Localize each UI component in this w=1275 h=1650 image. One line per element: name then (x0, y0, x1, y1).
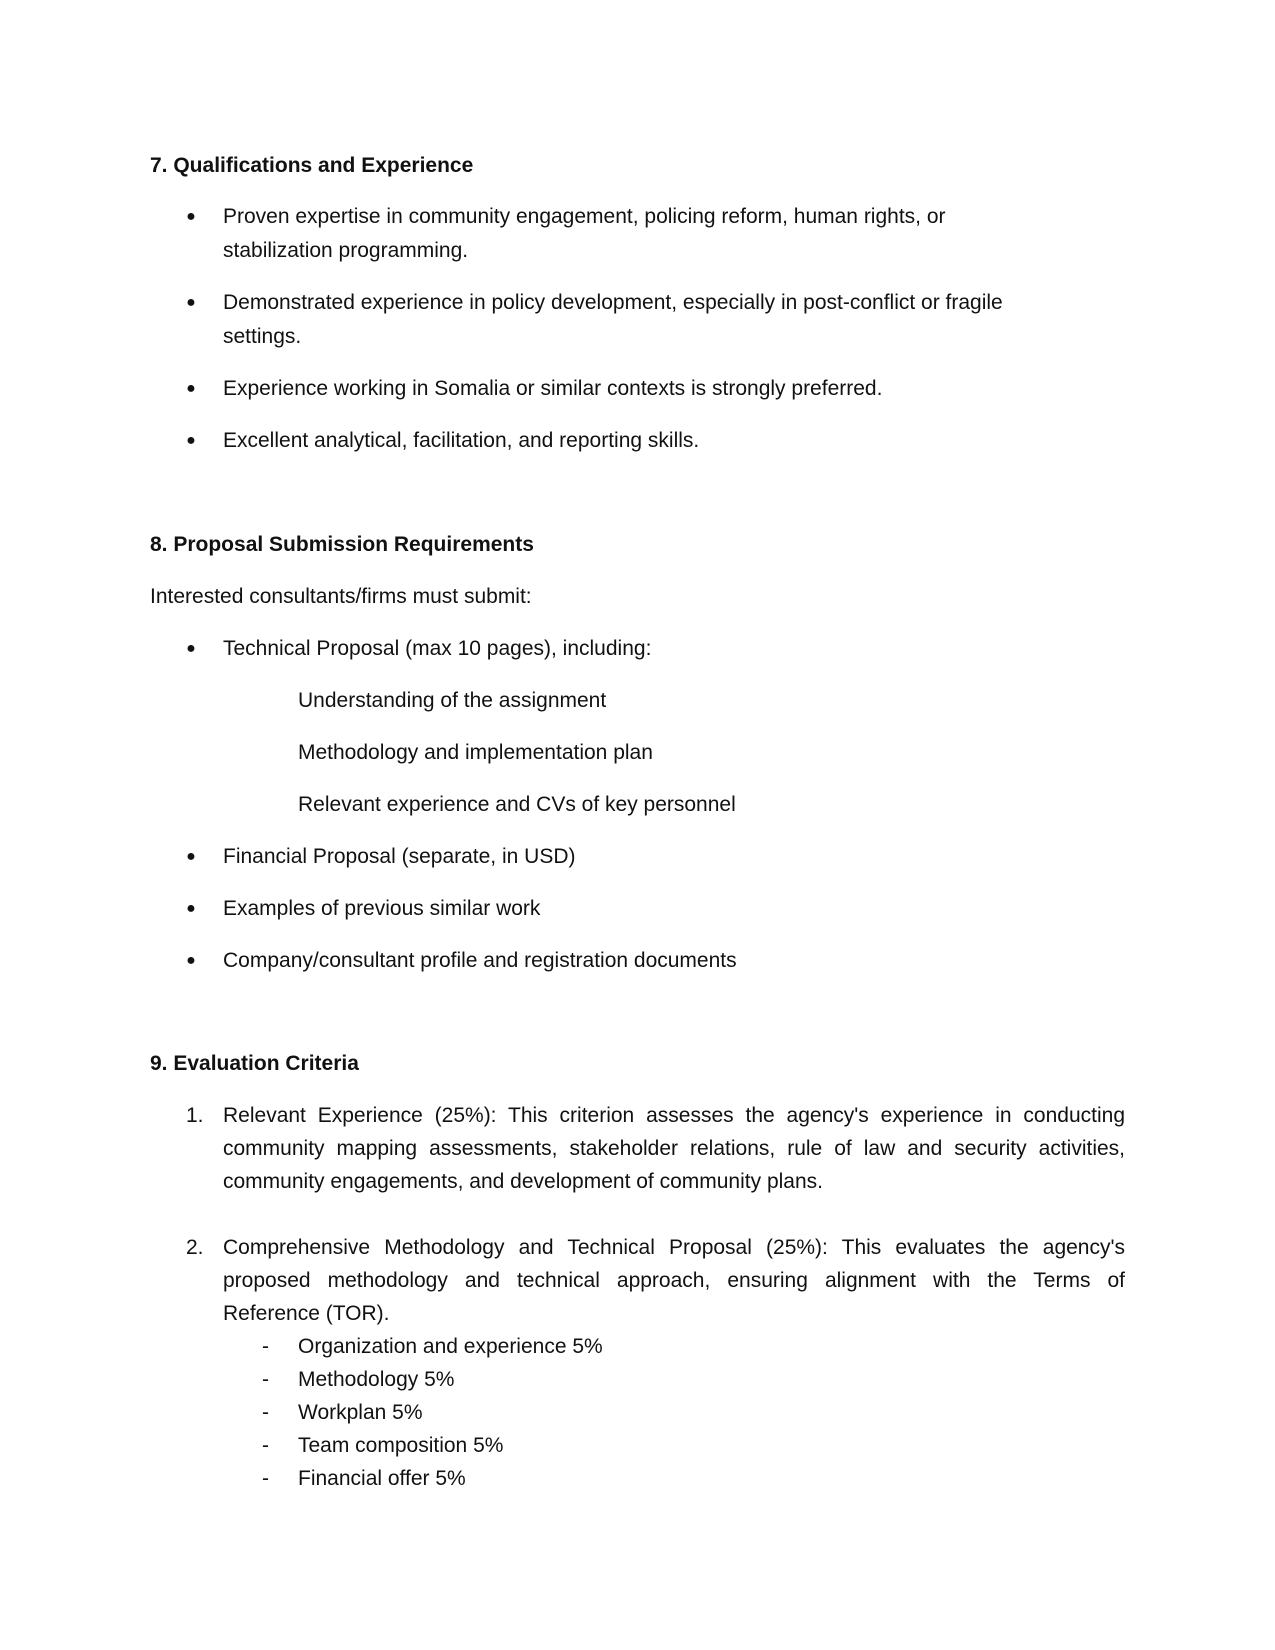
bullet-icon: ● (186, 432, 196, 449)
list-item-continuation: settings. (223, 325, 302, 348)
sub-list-item: Relevant experience and CVs of key personnel (298, 793, 736, 816)
bullet-icon: ● (186, 952, 196, 969)
list-item: Experience working in Somalia or similar contexts is strongly preferred. (223, 377, 883, 400)
section-intro: Interested consultants/firms must submit: (150, 585, 532, 608)
criterion-line: community engagements, and development of community plans. (223, 1170, 823, 1193)
section-heading-qualifications: 7. Qualifications and Experience (150, 154, 474, 177)
sub-list-item: Understanding of the assignment (298, 689, 607, 712)
section-heading-evaluation-criteria: 9. Evaluation Criteria (150, 1052, 359, 1075)
list-number: 2. (186, 1236, 204, 1259)
sub-list-item: Financial offer 5% (298, 1467, 466, 1490)
bullet-icon: ● (186, 900, 196, 917)
sub-list-item: Team composition 5% (298, 1434, 504, 1457)
bullet-icon: ● (186, 208, 196, 225)
bullet-icon: ● (186, 848, 196, 865)
list-item: Excellent analytical, facilitation, and reporting skills. (223, 429, 700, 452)
list-item: Technical Proposal (max 10 pages), including: (223, 637, 652, 660)
sub-list-item: Organization and experience 5% (298, 1335, 603, 1358)
bullet-icon: ● (186, 294, 196, 311)
dash-icon: - (262, 1467, 269, 1490)
sub-list-item: Methodology 5% (298, 1368, 455, 1391)
list-item: Company/consultant profile and registration documents (223, 949, 737, 972)
criterion-line: proposed methodology and technical approach, ensuring alignment with the Terms of (223, 1269, 1125, 1292)
dash-icon: - (262, 1434, 269, 1457)
list-item: Proven expertise in community engagement, policing reform, human rights, or (223, 205, 946, 228)
criterion-line: Comprehensive Methodology and Technical Proposal (25%): This evaluates the agency's (223, 1236, 1125, 1259)
bullet-icon: ● (186, 380, 196, 397)
list-item-continuation: stabilization programming. (223, 239, 469, 262)
criterion-paragraph (223, 1099, 1125, 1198)
criterion-paragraph (223, 1231, 1125, 1330)
sub-list-item: Methodology and implementation plan (298, 741, 653, 764)
list-item: Examples of previous similar work (223, 897, 541, 920)
sub-list-item: Workplan 5% (298, 1401, 423, 1424)
criterion-line: Reference (TOR). (223, 1302, 390, 1325)
criterion-line: community mapping assessments, stakeholder relations, rule of law and security activities, (223, 1137, 1125, 1160)
list-item: Demonstrated experience in policy development, especially in post-conflict or fragile (223, 291, 1003, 314)
section-heading-proposal-submission: 8. Proposal Submission Requirements (150, 533, 534, 556)
list-item: Financial Proposal (separate, in USD) (223, 845, 576, 868)
dash-icon: - (262, 1335, 269, 1358)
list-number: 1. (186, 1104, 204, 1127)
dash-icon: - (262, 1368, 269, 1391)
criterion-line: Relevant Experience (25%): This criterion assesses the agency's experience in conducting (223, 1104, 1125, 1127)
bullet-icon: ● (186, 640, 196, 657)
dash-icon: - (262, 1401, 269, 1424)
